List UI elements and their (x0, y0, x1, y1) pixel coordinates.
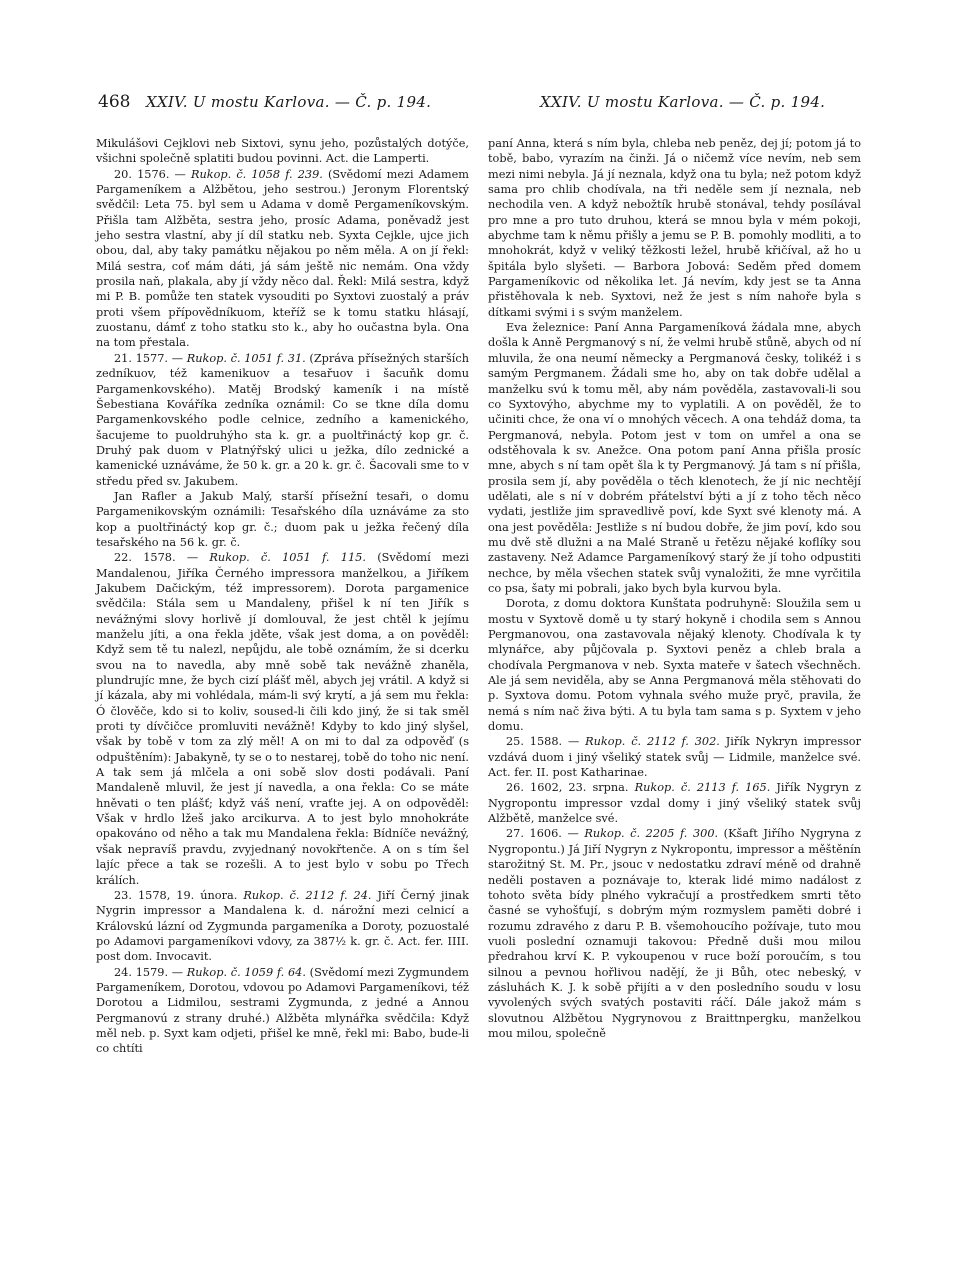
entry-lead: 23. 1578, 19. února. (114, 888, 244, 902)
paragraph: Mikulášovi Cejklovi neb Sixtovi, synu jeho, pozůstalých dotýče, všichni společně splatiti budou povinni. Act. die Lamperti. (96, 137, 469, 166)
paragraph: Eva železnice: Paní Anna Pargameníková žádala mne, abych došla k Anně Pergmanový s ní, že velmi hrubě stůně, abych od ní mluvila, že ona neumí německy a Pergmanová česky, tolikéž i s samým Pergmanem. Žádali sme ho, aby on tak dobře udělal a manželku svú k tomu měl, aby nám pověděla, zastavovali-li sou co Syxtovýho, abychme my to vyplatili. A on pověděl, že to učiniti chce, že ona ví o mnohých věcech. A ona tehdáž doma, ta Pergmanová, nebyla. Potom jest v tom on umřel a ona se odstěhovala k sv. Anežce. Ona potom paní Anna přišla prosíc mne, abych s ní tam opět šla k ty Pergmanový. Já tam s ní přišla, prosila sem jí, aby pověděla o těch klenotech, že jí nic nechtějí udělati, ale s ní v dobrém přátelství býti a jí z toho těch něco vydati, jestliže jim spravedlivě poví, kde Syxt své klenoty má. A ona jest pověděla: Jestliže s ní budou dobře, že jim poví, kdo sou mu dvě stě dlužni a na Malé Straně u řetězu nějaké koflíky sou zastaveny. Než Adamce Pargameníkový starý že jí toho odpustiti nechce, by měla všechen statek svůj vynaložiti, že mne vyrčitila co psa, šaty mi pobrali, jako bych byla kurvou byla. (488, 321, 861, 595)
entry-text: (Kšaft Jiřího Nygryna z Nygropontu.) Já Jiří Nygryn z Nykropontu, impressor a měštěnín starožitný St. M. Pr., jsouc v nedostatku zdraví méně od drahně neděli postaven a poznávaje to, kterak lidé mimo nadálost z tohoto světa bídy plného vykračují a prostředkem smrti těto časné se vyhošťují, s dobrým mým rozmyslem paměti dobré i rozumu zdravého z daru P. B. všemohoucího požívaje, tuto mou vuoli poslední oznamuji takovou: Předně duši mou milou předrahou krví K. P. vykoupenou v ruce boží poroučím, s tou silnou a pevnou hořlivou nadějí, že ji Bůh, otec nebeský, v zásluhách K. J. k sobě přijíti a v den posledního soudu v losu vyvolených svých svatých postaviti ráčí. Dále jakož mám s slovutnou Alžbětou Nygrynovou z Braittnpergku, manželkou mou milou, společně (488, 827, 861, 1040)
entry-20 (96, 167, 469, 351)
entry-26 (488, 780, 861, 826)
entry-lead: 25. 1588. — (506, 735, 586, 749)
entry-lead: 24. 1579. — (114, 965, 187, 979)
left-column (96, 136, 469, 1057)
manuscript-reference: Rukop. č. 2205 f. 300. (584, 827, 719, 841)
entry-lead: 22. 1578. — (114, 551, 210, 565)
entry-text: (Svědomí mezi Zygmundem Pargameníkem, Dorotou, vdovou po Adamovi Pargameníkovi, též Dorotou a Lidmilou, sestrami Zygmunda, z jedné a Annou Pergmanovú z strany druhé.) Alžběta mlynářka svědčila: Když měl neb. p. Syxt kam odjeti, přišel ke mně, řekl mi: Babo, bude-li co chtíti (96, 965, 469, 1056)
entry-text: (Zpráva přísežných starších zedníkuov, též kamenikuov a tesařuov i šacuňk domu Pargamenkovského). Matěj Brodský kameník i na místě Šebestiana Kováříka zedníka oznámil: Co se tkne díla domu Pargamenkovského podle celnice, zedního a kamenického, šacujeme to puoldruhýho sta k. gr. a puoltřináctý kop gr. č. Druhý pak duom v Platnýřský ulici u ježka, dílo zednické a kamenické uznáváme, že 50 k. gr. a 20 k. gr. č. Šacovali sme to v středu před sv. Jakubem. (96, 351, 469, 488)
entry-22 (96, 550, 469, 888)
page-number: 468 (98, 92, 131, 112)
manuscript-reference: Rukop. č. 2112 f. 24. (243, 888, 372, 902)
manuscript-reference: Rukop. č. 1058 f. 239. (190, 167, 323, 181)
entry-lead: 27. 1606. — (506, 827, 585, 841)
paragraph: Jan Rafler a Jakub Malý, starší přísežní tesaři, o domu Pargamenikovským oznámili: Tesařského díla uznáváme za sto kop a puoltřináctý kop gr. č.; duom pak u ježka řečený díla tesařského na 56 k. gr. č. (96, 489, 469, 549)
running-head-right: XXIV. U mostu Karlova. — Č. p. 194. (540, 93, 826, 111)
entry-text: (Svědomí mezi Adamem Pargameníkem a Alžbětou, jeho sestrou.) Jeronym Florentský svědčil: Leta 75. byl sem u Adama v domě Pergameníkovským. Přišla tam Alžběta, sestra jeho, prosíc Adama, poněvadž jest jeho sestra vlastní, aby jí díl statku neb. Syxta Cejkle, ujce jich obou, dal, aby taky památku nějakou po něm měla. A on jí řekl: Milá sestra, coť mám dáti, já sám ještě nic nemám. Ona vždy prosila naň, plakala, aby jí vždy něco dal. Řekl: Milá sestra, když mi P. B. pomůže ten statek vysouditi po Syxtovi zuostalý a práv proti všem přípovědníkuom, kteříž se k tomu statku hlásají, zuostanu, dámť z toho statku sto k., aby ho oučastna byla. Ona na tom přestala. (96, 167, 469, 350)
running-head-left: XXIV. U mostu Karlova. — Č. p. 194. (146, 93, 432, 111)
entry-lead: 21. 1577. — (114, 351, 187, 365)
paragraph: paní Anna, která s ním byla, chleba neb peněz, dej jí; potom já to tobě, babo, vyrazím na činži. Já o ničemž více nevím, neb sem mezi nimi nebyla. Já jí neznala, když ona tu byla; než potom když sama pro chlib chodívala, na tři neděle sem jí neznala, neb nechodila ven. A když nebožtík hrubě stonával, tehdy posílával pro mne a pro tuto druhou, která se mnou byla v mém pokoji, abychme tam k němu přišly a jemu se P. B. pomohly modliti, a to mnohokrát, když v veliký těžkosti ležel, hrubě křičíval, až ho u špitála bylo slyšeti. — Barbora Jobová: Seděm před domem Pargameníkovic od několika let. Já nevím, kdy jest se ta Anna přistěhovala k neb. Syxtovi, než že jest s ním nahoře byla s dítkami svými i s svým manželem. (488, 137, 861, 319)
manuscript-reference: Rukop. č. 1051 f. 31. (186, 351, 306, 365)
entry-23 (96, 888, 469, 965)
manuscript-reference: Rukop. č. 1051 f. 115. (209, 551, 366, 565)
manuscript-reference: Rukop. č. 2112 f. 302. (585, 735, 720, 749)
entry-21 (96, 351, 469, 489)
entry-text: Jiřík Nykryn impressor vzdává duom i jiný všeliký statek svůj — Lidmile, manželce své. Act. fer. II. post Katharinae. (488, 735, 861, 780)
manuscript-reference: Rukop. č. 1059 f. 64. (186, 965, 306, 979)
entry-text: Jiří Černý jinak Nygrin impressor a Mandalena k. d. nárožní mezi celnicí a Královskú lázní od Zygmunda pargameníka a Doroty, pozuostalé po Adamovi pargameníkovi vdovy, za 387½ k. gr. č. Act. fer. IIII. post dom. Invocavit. (96, 888, 469, 964)
entry-text: (Svědomí mezi Mandalenou, Jiříka Černého impressora manželkou, a Jiříkem Jakubem Dačickým, též impressorem). Dorota pargamenice svědčila: Stála sem u Mandaleny, přišel k ní ten Jiřík s nevážnými slovy horlivě jí domlouval, že jest chtěl k jejímu manželu jíti, a ona řekla jděte, však jest doma, a on pověděl: Když sem tě tu nalezl, nepůjdu, ale tobě oznámím, že si dcerku svou na to navedla, aby mně sobě tak nevážně zhaněla, plundrujíc mne, že bych cizí plášť měl, abych jej vrátil. A když si jí kázala, aby mi vohlédala, mám-li svý krytí, a já sem mu řekla: Ó člověče, kdo si to koliv, soused-li čili kdo jiný, že si tak směl proti ty dívčičce promluviti nevážně! Kdyby to kdo jiný slyšel, však by tobě v tom za zlý měl! A on mi to dal za odpověď (s odpuštěním): Jabakyně, ty se o to nestarej, tobě do toho nic není. A tak sem já mlčela a oni sobě slov dosti podávali. Paní Mandaleně mluvil, že jest jí navedla, a ona řekla: Co se máte hněvati o ten plášť; když váš není, vraťte jej. A on odpověděl: Však v hrdlo lžeš jako arcikurva. A to jest bylo mnohokráte opakováno od něho a tak mu Mandalena řekla: Bídníče nevážný, však nepravíš pravdu, zvyjednaný novokřtenče. A on s tím šel lajíc přece a tak se rozešli. A to jest bylo v sobu po Třech králích. (96, 551, 470, 887)
entry-lead: 20. 1576. — (114, 167, 191, 181)
entry-text: Jiřík Nygryn z Nygropontu impressor vzdal domy i jiný všeliký statek svůj Alžbětě, manželce své. (488, 781, 861, 826)
page-header (98, 92, 850, 116)
entry-lead: 26. 1602, 23. srpna. (506, 781, 635, 795)
right-column (488, 136, 861, 1041)
entry-24 (96, 965, 469, 1057)
paragraph: Dorota, z domu doktora Kunštata podruhyně: Sloužila sem u mostu v Syxtově domě u ty starý hokyně i chodila sem s Annou Pergmanovou, ona zastavovala nějaký klenoty. Chodívala k ty mlynářce, aby půjčovala p. Syxtovi peněz a chleb brala a chodívala Pergmanova v neb. Syxta mateře v šatech všechněch. Ale já sem neviděla, aby se Anna Pergmanová měla stěhovati do p. Syxtova domu. Potom vyhnala svého muže pryč, pravila, že nemá s ním nač živa býti. A tu byla tam sama s p. Syxtem v jeho domu. (488, 597, 861, 734)
manuscript-reference: Rukop. č. 2113 f. 165. (634, 781, 771, 795)
entry-25 (488, 734, 861, 780)
entry-27 (488, 826, 861, 1041)
